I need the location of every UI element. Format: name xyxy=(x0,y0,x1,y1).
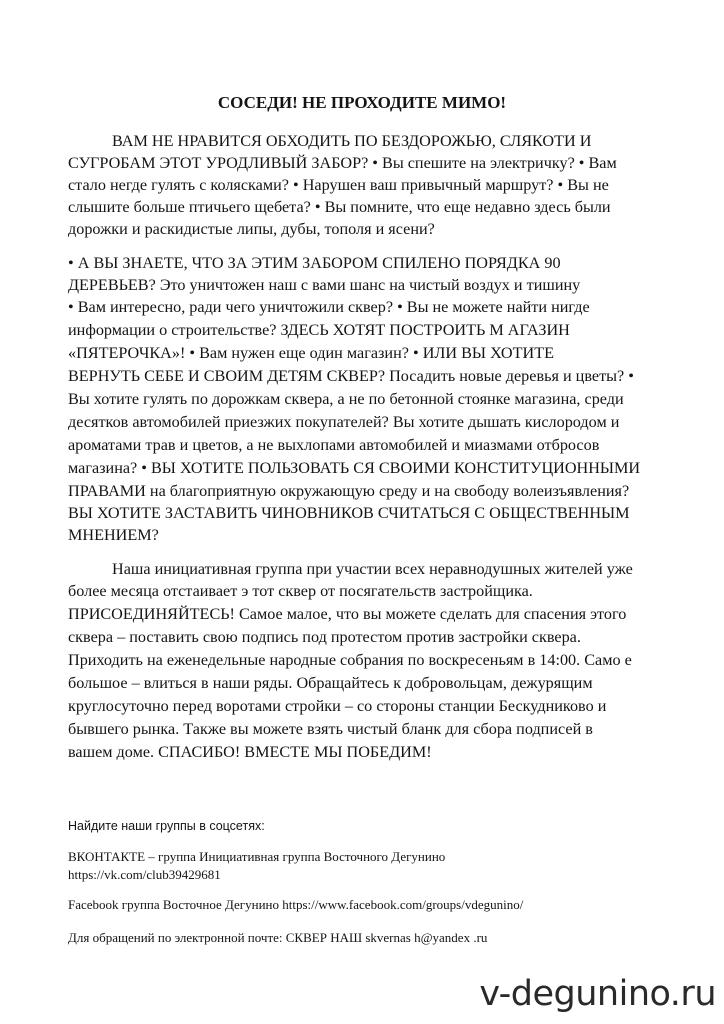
vk-link[interactable]: https://vk.com/club39429681 xyxy=(68,867,221,882)
text-line: ВЫ ХОТИТЕ ЗАСТАВИТЬ ЧИНОВНИКОВ СЧИТАТЬСЯ С ОБЩЕСТВЕННЫМ xyxy=(68,504,630,522)
vk-group-line: ВКОНТАКТЕ – группа Инициативная группа Восточного Дегунино xyxy=(68,849,446,864)
text-line: ВЕРНУТЬ СЕБЕ И СВОИМ ДЕТЯМ СКВЕР? Посадить новые деревья и цветы? • xyxy=(68,367,634,385)
text-line: ПРИСОЕДИНЯЙТЕСЬ! Самое малое, что вы можете сделать для спасения этого xyxy=(68,605,627,623)
text-line: информации о строительстве? ЗДЕСЬ ХОТЯТ ПОСТРОИТЬ М АГАЗИН xyxy=(68,321,570,339)
text-line: сквера – поставить свою подпись под протестом против застройки сквера. xyxy=(68,628,581,646)
text-line: десятков автомобилей приезжих покупателей? Вы хотите дышать кислородом и xyxy=(68,413,620,431)
facebook-line[interactable]: Facebook группа Восточное Дегунино https://www.facebook.com/groups/vdegunino/ xyxy=(68,897,524,912)
watermark: v-degunino.ru xyxy=(479,974,716,1014)
text-line: стало негде гулять с колясками? • Нарушен ваш привычный маршрут? • Вы не xyxy=(68,176,609,194)
text-line: • А ВЫ ЗНАЕТЕ, ЧТО ЗА ЭТИМ ЗАБОРОМ СПИЛЕНО ПОРЯДКА 90 xyxy=(68,254,561,272)
text-line: Наша инициативная группа при участии всех неравнодушных жителей уже xyxy=(112,560,633,578)
text-line: ДЕРЕВЬЕВ? Это уничтожен наш с вами шанс на чистый воздух и тишину xyxy=(68,276,581,294)
page-title: СОСЕДИ! НЕ ПРОХОДИТЕ МИМО! xyxy=(217,93,507,112)
text-line: большое – влиться в наши ряды. Обращайтесь к добровольцам, дежурящим xyxy=(68,674,593,692)
text-line: слышите больше птичьего щебета? • Вы помните, что еще недавно здесь были xyxy=(68,198,611,216)
text-line: более месяца отстаивает э тот сквер от посягательств застройщика. xyxy=(68,582,533,600)
text-line: круглосуточно перед воротами стройки – со стороны станции Бескудниково и xyxy=(68,697,607,715)
text-line: ВАМ НЕ НРАВИТСЯ ОБХОДИТЬ ПО БЕЗДОРОЖЬЮ, СЛЯКОТИ И xyxy=(112,132,592,150)
text-line: дорожки и раскидистые липы, дубы, тополя и ясени? xyxy=(68,220,435,238)
text-line: «ПЯТЕРОЧКА»! • Вам нужен еще один магазин? • ИЛИ ВЫ ХОТИТЕ xyxy=(68,344,554,362)
text-line: магазина? • ВЫ ХОТИТЕ ПОЛЬЗОВАТЬ СЯ СВОИМИ КОНСТИТУЦИОННЫМИ xyxy=(68,459,641,477)
text-line: • Вам интересно, ради чего уничтожили сквер? • Вы не можете найти нигде xyxy=(68,298,590,316)
text-line: ПРАВАМИ на благоприятную окружающую среду и на свободу волеизъявления? xyxy=(68,482,630,500)
text-line: Вы хотите гулять по дорожкам сквера, а не по бетонной стоянке магазина, среди xyxy=(68,390,624,408)
text-line: вашем доме. СПАСИБО! ВМЕСТЕ МЫ ПОБЕДИМ! xyxy=(68,743,432,761)
text-line: Приходить на еженедельные народные собрания по воскресеньям в 14:00. Само е xyxy=(68,651,632,669)
text-line: бывшего рынка. Также вы можете взять чистый бланк для сбора подписей в xyxy=(68,720,593,738)
text-line: ароматами трав и цветов, а не выхлопами автомобилей и миазмами отбросов xyxy=(68,436,600,454)
text-line: МНЕНИЕМ? xyxy=(68,526,159,544)
text-line: СУГРОБАМ ЭТОТ УРОДЛИВЫЙ ЗАБОР? • Вы спешите на электричку? • Вам xyxy=(68,154,617,172)
email-line[interactable]: Для обращений по электронной почте: СКВЕР НАШ skvernas h@yandex .ru xyxy=(68,930,488,945)
contacts-heading: Найдите наши группы в соцсетях: xyxy=(68,819,265,833)
